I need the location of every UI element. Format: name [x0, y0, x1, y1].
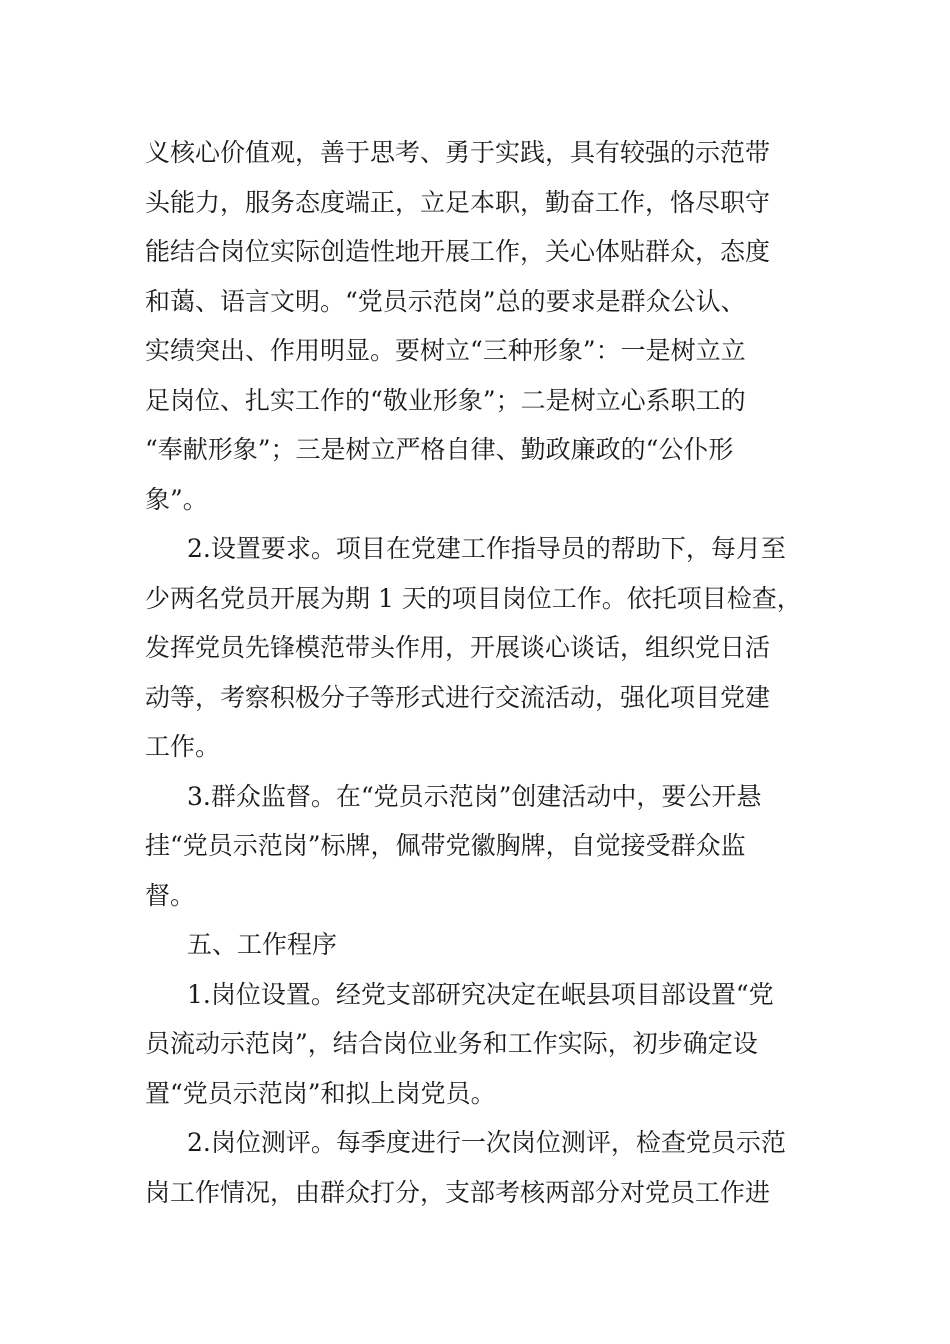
text-line: 头能力，服务态度端正，立足本职，勤奋工作，恪尽职守 — [145, 187, 771, 217]
text-line: 象”。 — [145, 484, 208, 514]
section-heading-work-procedure — [145, 920, 825, 970]
document-body — [145, 128, 825, 1217]
text-line: 足岗位、扎实工作的“敬业形象”；二是树立心系职工的 — [145, 385, 746, 415]
paragraph-post-setup — [145, 970, 825, 1119]
text-line: 动等，考察积极分子等形式进行交流活动，强化项目党建 — [145, 682, 771, 712]
paragraph-public-supervision — [145, 772, 825, 921]
text-line: 员流动示范岗”，结合岗位业务和工作实际，初步确定设 — [145, 1029, 758, 1058]
text-line: 2.岗位测评。每季度进行一次岗位测评，检查党员示范 — [187, 1128, 786, 1157]
text-line: 督。 — [145, 880, 196, 910]
text-line: 工作。 — [145, 732, 221, 761]
text-line: 2.设置要求。项目在党建工作指导员的帮助下，每月至 — [187, 534, 786, 563]
text-line: 3.群众监督。在“党员示范岗”创建活动中，要公开悬 — [187, 781, 762, 811]
text-line: 义核心价值观，善于思考、勇于实践，具有较强的示范带 — [145, 138, 771, 167]
text-line: 发挥党员先锋模范带头作用，开展谈心谈话，组织党日活 — [145, 633, 771, 662]
text-line: 岗工作情况，由群众打分，支部考核两部分对党员工作进 — [145, 1177, 771, 1207]
text-line: 实绩突出、作用明显。要树立“三种形象”：一是树立立 — [145, 336, 746, 365]
paragraph-role-requirements — [145, 128, 825, 524]
text-line: 1.岗位设置。经党支部研究决定在岷县项目部设置“党 — [187, 979, 774, 1009]
section-heading: 五、工作程序 — [187, 930, 338, 959]
paragraph-setup-requirements — [145, 524, 825, 772]
paragraph-post-evaluation — [145, 1118, 825, 1217]
text-line: 少两名党员开展为期 1 天的项目岗位工作。依托项目检查， — [145, 583, 802, 613]
text-line: “奉献形象”；三是树立严格自律、勤政廉政的“公仆形 — [145, 435, 734, 464]
text-line: 挂“党员示范岗”标牌，佩带党徽胸牌，自觉接受群众监 — [145, 831, 746, 860]
text-line: 和蔼、语言文明。“党员示范岗”总的要求是群众公认、 — [145, 286, 746, 316]
text-line: 能结合岗位实际创造性地开展工作，关心体贴群众，态度 — [145, 237, 771, 266]
text-line: 置“党员示范岗”和拟上岗党员。 — [145, 1078, 496, 1108]
